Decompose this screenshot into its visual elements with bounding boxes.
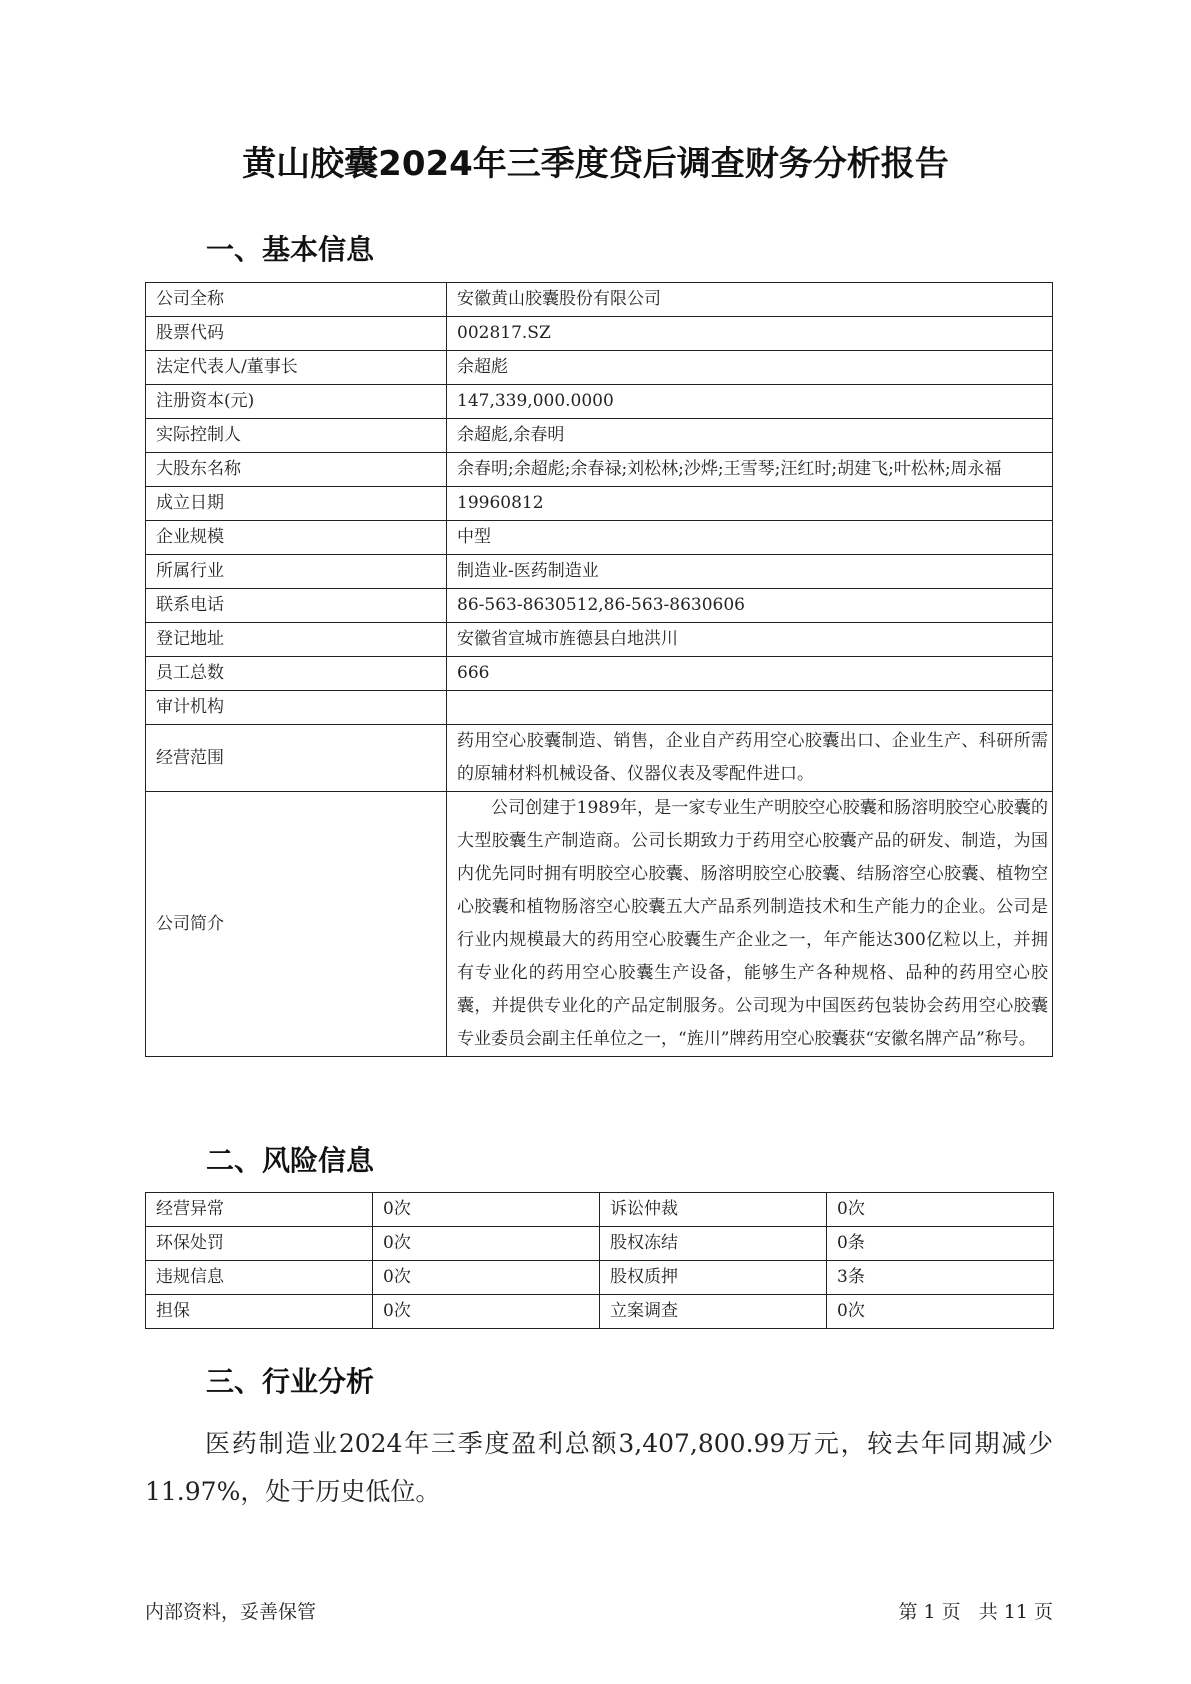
section-heading-industry-analysis: 三、行业分析 — [206, 1365, 375, 1398]
row-label: 员工总数 — [146, 657, 447, 691]
row-label: 企业规模 — [146, 521, 447, 555]
risk-value: 0次 — [373, 1295, 600, 1329]
row-value: 余春明;余超彪;余春禄;刘松林;沙烨;王雪琴;汪红时;胡建飞;叶松林;周永福 — [447, 453, 1053, 487]
row-label: 审计机构 — [146, 691, 447, 725]
row-value: 002817.SZ — [447, 317, 1053, 351]
row-label: 实际控制人 — [146, 419, 447, 453]
table-row — [146, 487, 1053, 521]
risk-value: 0次 — [373, 1227, 600, 1261]
footer-page-number: 第 1 页 共 11 页 — [898, 1601, 1053, 1623]
table-row — [146, 1193, 1054, 1227]
table-row — [146, 792, 1053, 1057]
table-row — [146, 351, 1053, 385]
table-row — [146, 555, 1053, 589]
basic-info-table — [145, 282, 1053, 1057]
section-heading-basic-info: 一、基本信息 — [206, 233, 375, 266]
row-value: 86-563-8630512,86-563-8630606 — [447, 589, 1053, 623]
row-value: 公司创建于1989年，是一家专业生产明胶空心胶囊和肠溶明胶空心胶囊的大型胶囊生产制造商。公司长期致力于药用空心胶囊产品的研发、制造，为国内优先同时拥有明胶空心胶囊、肠溶明胶空心胶囊、结肠溶空心胶囊、植物空心胶囊和植物肠溶空心胶囊五大产品系列制造技术和生产能力的企业。公司是行业内规模最大的药用空心胶囊生产企业之一，年产能达300亿粒以上，并拥有专业化的药用空心胶囊生产设备，能够生产各种规格、品种的药用空心胶囊，并提供专业化的产品定制服务。公司现为中国医药包装协会药用空心胶囊专业委员会副主任单位之一，“旌川”牌药用空心胶囊获“安徽名牌产品”称号。 — [447, 792, 1053, 1057]
row-value: 147,339,000.0000 — [447, 385, 1053, 419]
row-label: 大股东名称 — [146, 453, 447, 487]
row-value: 余超彪,余春明 — [447, 419, 1053, 453]
table-row — [146, 1261, 1054, 1295]
row-label: 注册资本(元) — [146, 385, 447, 419]
row-label: 经营范围 — [146, 725, 447, 792]
table-row — [146, 1295, 1054, 1329]
row-label: 联系电话 — [146, 589, 447, 623]
row-label: 股票代码 — [146, 317, 447, 351]
risk-info-table — [145, 1192, 1054, 1329]
risk-value: 3条 — [827, 1261, 1054, 1295]
row-value: 中型 — [447, 521, 1053, 555]
row-value: 制造业-医药制造业 — [447, 555, 1053, 589]
risk-label: 环保处罚 — [146, 1227, 373, 1261]
table-row — [146, 725, 1053, 792]
table-row — [146, 453, 1053, 487]
table-row — [146, 317, 1053, 351]
risk-label: 经营异常 — [146, 1193, 373, 1227]
table-row — [146, 521, 1053, 555]
table-row — [146, 419, 1053, 453]
section-heading-risk-info: 二、风险信息 — [206, 1144, 375, 1177]
table-row — [146, 623, 1053, 657]
table-row — [146, 657, 1053, 691]
row-value — [447, 691, 1053, 725]
risk-label: 诉讼仲裁 — [600, 1193, 827, 1227]
document-title: 黄山胶囊2024年三季度贷后调查财务分析报告 — [242, 144, 949, 184]
row-label: 成立日期 — [146, 487, 447, 521]
row-label: 法定代表人/董事长 — [146, 351, 447, 385]
row-value: 19960812 — [447, 487, 1053, 521]
risk-value: 0次 — [827, 1193, 1054, 1227]
row-label: 公司简介 — [146, 792, 447, 1057]
risk-label: 立案调查 — [600, 1295, 827, 1329]
row-value: 药用空心胶囊制造、销售，企业自产药用空心胶囊出口、企业生产、科研所需的原辅材料机械设备、仪器仪表及零配件进口。 — [447, 725, 1053, 792]
risk-label: 违规信息 — [146, 1261, 373, 1295]
table-row — [146, 691, 1053, 725]
row-value: 666 — [447, 657, 1053, 691]
risk-value: 0次 — [373, 1261, 600, 1295]
row-label: 所属行业 — [146, 555, 447, 589]
industry-analysis-paragraph: 医药制造业2024年三季度盈利总额3,407,800.99万元，较去年同期减少11.97%，处于历史低位。 — [145, 1429, 1053, 1506]
risk-value: 0次 — [827, 1295, 1054, 1329]
table-row — [146, 283, 1053, 317]
risk-value: 0条 — [827, 1227, 1054, 1261]
risk-label: 担保 — [146, 1295, 373, 1329]
risk-label: 股权质押 — [600, 1261, 827, 1295]
table-row — [146, 1227, 1054, 1261]
risk-label: 股权冻结 — [600, 1227, 827, 1261]
table-row — [146, 589, 1053, 623]
risk-value: 0次 — [373, 1193, 600, 1227]
row-value: 安徽黄山胶囊股份有限公司 — [447, 283, 1053, 317]
row-value: 安徽省宣城市旌德县白地洪川 — [447, 623, 1053, 657]
row-label: 登记地址 — [146, 623, 447, 657]
table-row — [146, 385, 1053, 419]
footer-confidential-note: 内部资料，妥善保管 — [145, 1601, 317, 1623]
row-label: 公司全称 — [146, 283, 447, 317]
row-value: 余超彪 — [447, 351, 1053, 385]
